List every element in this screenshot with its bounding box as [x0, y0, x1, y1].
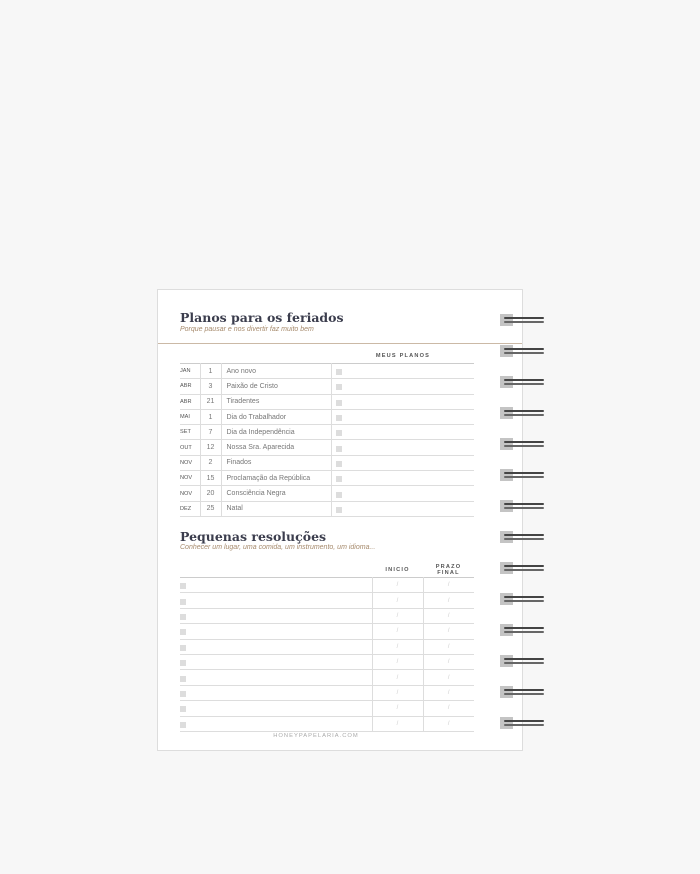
- resolution-cell[interactable]: [180, 670, 372, 685]
- start-date[interactable]: /: [372, 593, 423, 608]
- resolution-row: [180, 639, 474, 654]
- spiral-ring: [500, 717, 544, 729]
- checkbox[interactable]: [336, 384, 342, 390]
- spiral-ring: [500, 562, 544, 574]
- resolution-row: [180, 578, 474, 593]
- resolution-cell[interactable]: [180, 593, 372, 608]
- start-date[interactable]: /: [372, 670, 423, 685]
- start-date[interactable]: /: [372, 578, 423, 593]
- plans-header: MEUS PLANOS: [375, 353, 431, 359]
- resolution-row: [180, 701, 474, 716]
- start-date[interactable]: /: [372, 701, 423, 716]
- holiday-month: NOV: [180, 486, 200, 501]
- deadline-date[interactable]: /: [423, 624, 474, 639]
- holiday-day: 3: [200, 379, 221, 394]
- holidays-title: Planos para os feriados: [180, 310, 344, 325]
- deadline-date[interactable]: /: [423, 716, 474, 731]
- checkbox[interactable]: [180, 629, 186, 635]
- holiday-row: [180, 425, 474, 440]
- resolutions-table: [180, 577, 474, 732]
- holiday-month: DEZ: [180, 501, 200, 516]
- plan-cell[interactable]: [331, 409, 474, 424]
- spiral-ring: [500, 655, 544, 667]
- checkbox[interactable]: [336, 507, 342, 513]
- holiday-name: Dia do Trabalhador: [221, 409, 331, 424]
- resolution-cell[interactable]: [180, 654, 372, 669]
- holiday-row: [180, 364, 474, 379]
- plan-cell[interactable]: [331, 364, 474, 379]
- spiral-ring: [500, 469, 544, 481]
- resolution-row: [180, 593, 474, 608]
- resolution-cell[interactable]: [180, 685, 372, 700]
- resolutions-title: Pequenas resoluções: [180, 529, 327, 544]
- resolution-cell[interactable]: [180, 701, 372, 716]
- plan-cell[interactable]: [331, 486, 474, 501]
- spiral-ring: [500, 407, 544, 419]
- holiday-row: [180, 440, 474, 455]
- divider: [158, 343, 522, 344]
- deadline-header-2: FINAL: [437, 570, 460, 576]
- resolution-row: [180, 624, 474, 639]
- plan-cell[interactable]: [331, 425, 474, 440]
- checkbox[interactable]: [180, 645, 186, 651]
- checkbox[interactable]: [180, 676, 186, 682]
- holidays-subtitle: Porque pausar e nos divertir faz muito bem: [180, 326, 314, 333]
- plan-cell[interactable]: [331, 440, 474, 455]
- resolution-row: [180, 685, 474, 700]
- checkbox[interactable]: [336, 430, 342, 436]
- deadline-header-1: PRAZO: [435, 564, 462, 570]
- start-date[interactable]: /: [372, 716, 423, 731]
- holiday-day: 21: [200, 394, 221, 409]
- holiday-name: Tiradentes: [221, 394, 331, 409]
- spiral-ring: [500, 376, 544, 388]
- resolution-row: [180, 654, 474, 669]
- checkbox[interactable]: [180, 660, 186, 666]
- footer-url: HONEYPAPELARIA.COM: [273, 733, 359, 739]
- start-date[interactable]: /: [372, 608, 423, 623]
- spiral-ring: [500, 531, 544, 543]
- holiday-month: JAN: [180, 364, 200, 379]
- deadline-date[interactable]: /: [423, 670, 474, 685]
- start-header: INICIO: [385, 567, 410, 573]
- spiral-ring: [500, 345, 544, 357]
- checkbox[interactable]: [336, 461, 342, 467]
- holiday-row: [180, 501, 474, 516]
- resolutions-subtitle: Conhecer um lugar, uma comida, um instrumento, um idioma...: [180, 544, 376, 551]
- checkbox[interactable]: [336, 415, 342, 421]
- holiday-row: [180, 455, 474, 470]
- holiday-name: Dia da Independência: [221, 425, 331, 440]
- spiral-ring: [500, 314, 544, 326]
- deadline-date[interactable]: /: [423, 639, 474, 654]
- holiday-day: 20: [200, 486, 221, 501]
- deadline-header: [423, 564, 474, 576]
- checkbox[interactable]: [180, 706, 186, 712]
- holiday-day: 1: [200, 364, 221, 379]
- holiday-month: ABR: [180, 394, 200, 409]
- deadline-date[interactable]: /: [423, 608, 474, 623]
- checkbox[interactable]: [180, 583, 186, 589]
- deadline-date[interactable]: /: [423, 578, 474, 593]
- spiral-ring: [500, 593, 544, 605]
- checkbox[interactable]: [336, 446, 342, 452]
- holiday-month: SET: [180, 425, 200, 440]
- resolution-cell[interactable]: [180, 716, 372, 731]
- resolution-row: [180, 716, 474, 731]
- holiday-name: Paixão de Cristo: [221, 379, 331, 394]
- plan-cell[interactable]: [331, 455, 474, 470]
- plan-cell[interactable]: [331, 379, 474, 394]
- resolution-cell[interactable]: [180, 608, 372, 623]
- holiday-name: Nossa Sra. Aparecida: [221, 440, 331, 455]
- holiday-day: 1: [200, 409, 221, 424]
- holiday-month: NOV: [180, 471, 200, 486]
- holiday-day: 7: [200, 425, 221, 440]
- resolution-row: [180, 608, 474, 623]
- holiday-day: 25: [200, 501, 221, 516]
- holiday-row: [180, 379, 474, 394]
- checkbox[interactable]: [180, 722, 186, 728]
- deadline-date[interactable]: /: [423, 593, 474, 608]
- spiral-ring: [500, 686, 544, 698]
- start-date[interactable]: /: [372, 639, 423, 654]
- resolution-row: [180, 670, 474, 685]
- deadline-date[interactable]: /: [423, 654, 474, 669]
- checkbox[interactable]: [180, 691, 186, 697]
- start-date[interactable]: /: [372, 685, 423, 700]
- checkbox[interactable]: [336, 476, 342, 482]
- resolution-cell[interactable]: [180, 578, 372, 593]
- checkbox[interactable]: [180, 599, 186, 605]
- start-date[interactable]: /: [372, 624, 423, 639]
- holidays-table: [180, 363, 474, 517]
- plan-cell[interactable]: [331, 471, 474, 486]
- holiday-name: Natal: [221, 501, 331, 516]
- plan-cell[interactable]: [331, 501, 474, 516]
- resolution-cell[interactable]: [180, 624, 372, 639]
- holiday-day: 12: [200, 440, 221, 455]
- holiday-row: [180, 409, 474, 424]
- holiday-day: 2: [200, 455, 221, 470]
- holiday-name: Finados: [221, 455, 331, 470]
- holiday-month: ABR: [180, 379, 200, 394]
- holiday-month: NOV: [180, 455, 200, 470]
- plan-cell[interactable]: [331, 394, 474, 409]
- spiral-ring: [500, 500, 544, 512]
- holiday-row: [180, 486, 474, 501]
- holiday-row: [180, 471, 474, 486]
- deadline-date[interactable]: /: [423, 701, 474, 716]
- start-date[interactable]: /: [372, 654, 423, 669]
- holiday-row: [180, 394, 474, 409]
- holiday-name: Proclamação da República: [221, 471, 331, 486]
- holiday-name: Consciência Negra: [221, 486, 331, 501]
- resolution-cell[interactable]: [180, 639, 372, 654]
- holiday-month: MAI: [180, 409, 200, 424]
- planner-page: [157, 289, 523, 751]
- spiral-ring: [500, 438, 544, 450]
- checkbox[interactable]: [180, 614, 186, 620]
- holiday-name: Ano novo: [221, 364, 331, 379]
- checkbox[interactable]: [336, 492, 342, 498]
- spiral-ring: [500, 624, 544, 636]
- holiday-month: OUT: [180, 440, 200, 455]
- deadline-date[interactable]: /: [423, 685, 474, 700]
- checkbox[interactable]: [336, 400, 342, 406]
- holiday-day: 15: [200, 471, 221, 486]
- checkbox[interactable]: [336, 369, 342, 375]
